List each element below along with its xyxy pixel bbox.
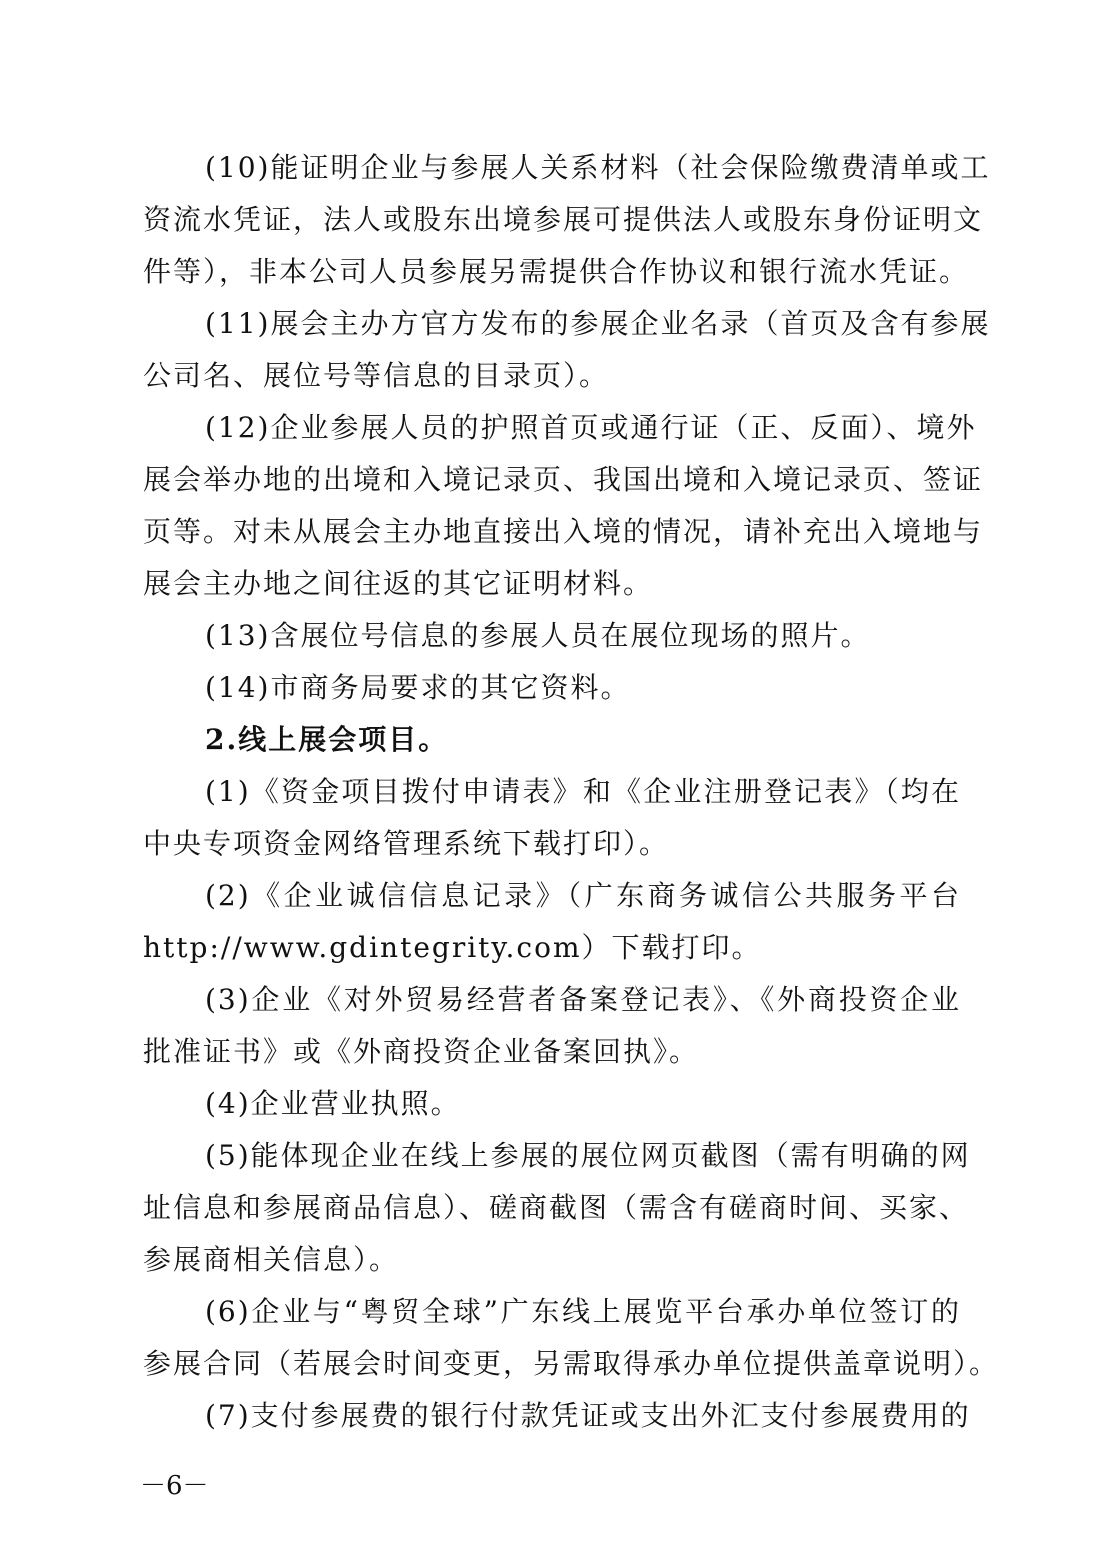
paragraph-line: http://www.gdintegrity.com）下载打印。 [143,931,762,964]
paragraph-line: (11)展会主办方官方发布的参展企业名录（首页及含有参展 [205,307,991,340]
paragraph-line: (13)含展位号信息的参展人员在展位现场的照片。 [205,619,871,652]
section-heading: 2.线上展会项目。 [205,723,449,756]
paragraph-line: 批准证书》或《外商投资企业备案回执》。 [143,1035,700,1068]
paragraph-line: 件等），非本公司人员参展另需提供合作协议和银行流水凭证。 [143,255,970,288]
paragraph-line: 参展合同（若展会时间变更，另需取得承办单位提供盖章说明）。 [143,1347,1000,1380]
paragraph-line: (2)《企业诚信信息记录》（广东商务诚信公共服务平台 [205,879,961,912]
page-number: －6－ [140,1471,209,1501]
paragraph-line: (1)《资金项目拨付申请表》和《企业注册登记表》（均在 [205,775,961,808]
paragraph-line: 页等。对未从展会主办地直接出入境的情况，请补充出入境地与 [143,515,984,548]
paragraph-line: 址信息和参展商品信息）、磋商截图（需含有磋商时间、买家、 [143,1191,970,1224]
paragraph-line: (7)支付参展费的银行付款凭证或支出外汇支付参展费用的 [205,1399,971,1432]
paragraph-line: (4)企业营业执照。 [205,1087,461,1120]
paragraph-line: (14)市商务局要求的其它资料。 [205,671,631,704]
paragraph-line: 参展商相关信息）。 [143,1243,400,1276]
paragraph-line: (6)企业与“粤贸全球”广东线上展览平台承办单位签订的 [205,1295,961,1328]
paragraph-line: (5)能体现企业在线上参展的展位网页截图（需有明确的网 [205,1139,971,1172]
paragraph-line: (3)企业《对外贸易经营者备案登记表》、《外商投资企业 [205,983,961,1016]
paragraph-line: (12)企业参展人员的护照首页或通行证（正、反面）、境外 [205,411,977,444]
paragraph-line: (10)能证明企业与参展人关系材料（社会保险缴费清单或工 [205,151,991,184]
paragraph-line: 展会主办地之间往返的其它证明材料。 [143,567,654,600]
paragraph-line: 公司名、展位号等信息的目录页）。 [143,359,610,392]
paragraph-line: 资流水凭证，法人或股东出境参展可提供法人或股东身份证明文 [143,203,984,236]
paragraph-line: 展会举办地的出境和入境记录页、我国出境和入境记录页、签证 [143,463,984,496]
paragraph-line: 中央专项资金网络管理系统下载打印）。 [143,827,670,860]
